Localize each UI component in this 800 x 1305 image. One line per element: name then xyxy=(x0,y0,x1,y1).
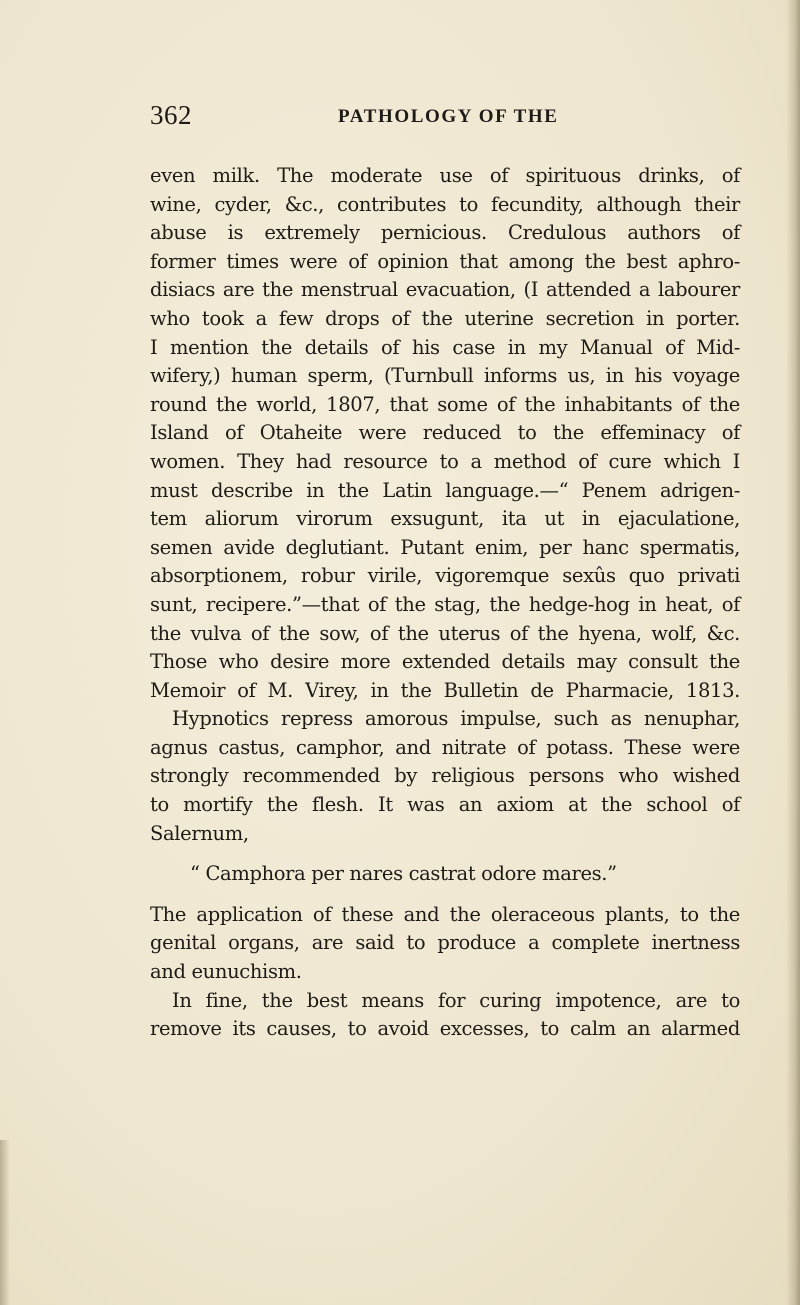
text-line: to mortify the flesh. It was an axiom at the school of xyxy=(150,793,740,817)
paragraph-start-line: Hypnotics repress amorous impulse, such as nenuphar, xyxy=(172,707,740,731)
text-line: I mention the details of his case in my Manual of Mid- xyxy=(150,335,740,359)
page-header xyxy=(150,100,750,140)
page-number: 362 xyxy=(150,100,192,130)
body-text xyxy=(150,162,740,1044)
text-line: even milk. The moderate use of spirituous drinks, of xyxy=(150,164,740,187)
text-line: strongly recommended by religious persons who wished xyxy=(150,764,740,788)
text-line: who took a few drops of the uterine secretion in porter. xyxy=(150,306,740,330)
page-edge-shadow xyxy=(786,0,800,1305)
text-line: abuse is extremely pernicious. Credulous authors of xyxy=(150,221,740,245)
text-line: genital organs, are said to produce a complete inertness xyxy=(150,931,740,955)
page-edge-shadow-left xyxy=(0,1140,10,1305)
text-line: former times were of opinion that among the best aphro- xyxy=(150,249,740,273)
text-line: Those who desire more extended details may consult the xyxy=(150,650,740,674)
text-line: and eunuchism. xyxy=(150,960,302,984)
text-line: wine, cyder, &c., contributes to fecundity, although their xyxy=(150,192,740,216)
text-line: The application of these and the oleraceous plants, to the xyxy=(150,902,740,926)
text-line: remove its causes, to avoid excesses, to calm an alarmed xyxy=(150,1017,740,1041)
block-quote: “ Camphora per nares castrat odore mares.” xyxy=(190,862,617,886)
text-line: Salernum, xyxy=(150,821,249,845)
text-line: women. They had resource to a method of cure which I xyxy=(150,449,740,473)
text-line: tem aliorum virorum exsugunt, ita ut in ejaculatione, xyxy=(150,507,740,531)
text-line: wifery,) human sperm, (Turnbull informs us, in his voyage xyxy=(150,364,740,388)
text-line: round the world, 1807, that some of the inhabitants of the xyxy=(150,392,740,416)
text-line: semen avide deglutiant. Putant enim, per hanc spermatis, xyxy=(150,535,740,559)
text-line: Memoir of M. Virey, in the Bulletin de Pharmacie, 1813. xyxy=(150,678,740,702)
paragraph-start-line: In fine, the best means for curing impotence, are to xyxy=(172,988,740,1012)
text-line: agnus castus, camphor, and nitrate of potass. These were xyxy=(150,735,740,759)
text-line: disiacs are the menstrual evacuation, (I attended a labourer xyxy=(150,278,740,302)
text-line: must describe in the Latin language.—“ Penem adrigen- xyxy=(150,478,740,502)
text-line: sunt, recipere.”—that of the stag, the hedge-hog in heat, of xyxy=(150,592,740,616)
text-line: Island of Otaheite were reduced to the effeminacy of xyxy=(150,421,740,445)
text-line: absorptionem, robur virile, vigoremque sexûs quo privati xyxy=(150,564,740,588)
running-head: PATHOLOGY OF THE xyxy=(338,106,559,127)
text-line: the vulva of the sow, of the uterus of the hyena, wolf, &c. xyxy=(150,621,740,645)
